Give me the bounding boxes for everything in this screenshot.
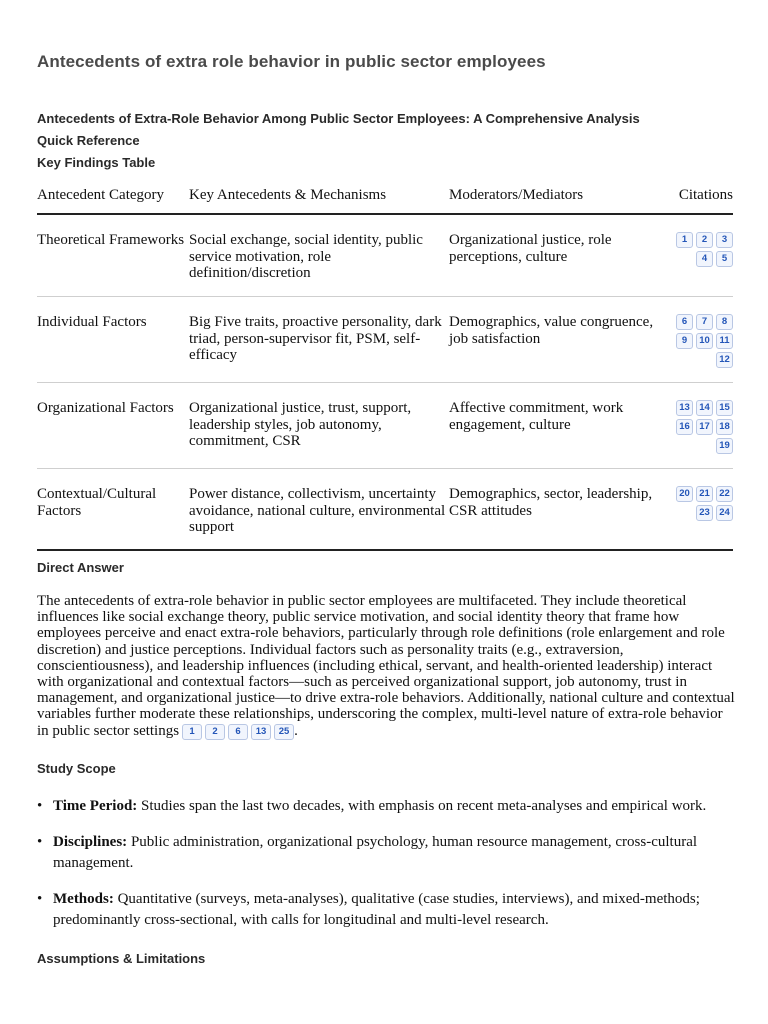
report-title: Antecedents of Extra-Role Behavior Among Public Sector Employees: A Comprehensive Analysis — [37, 111, 640, 126]
column-header: Key Antecedents & Mechanisms — [189, 184, 449, 214]
bullet-icon: • — [37, 891, 43, 907]
citations-cell — [669, 214, 733, 297]
assumptions-heading: Assumptions & Limitations — [37, 951, 206, 966]
citation-link[interactable]: 22 — [716, 486, 733, 502]
category-cell: Organizational Factors — [37, 383, 189, 469]
citation-link[interactable]: 7 — [696, 314, 713, 330]
citation-link[interactable]: 14 — [696, 400, 713, 416]
moderators-cell: Organizational justice, role perceptions, culture — [449, 214, 669, 297]
citation-link[interactable]: 20 — [676, 486, 693, 502]
citation-link[interactable]: 9 — [676, 333, 693, 349]
bullet-icon: • — [37, 834, 43, 850]
category-cell: Individual Factors — [37, 297, 189, 383]
citation-link[interactable]: 25 — [274, 724, 294, 740]
table-row — [37, 214, 733, 297]
bullet-icon: • — [37, 798, 43, 814]
antecedents-cell: Social exchange, social identity, public service motivation, role definition/discretion — [189, 214, 449, 297]
citation-link[interactable]: 16 — [676, 419, 693, 435]
citation-link[interactable]: 11 — [716, 333, 733, 349]
direct-answer-heading: Direct Answer — [37, 560, 124, 575]
table-row — [37, 297, 733, 383]
citation-link[interactable]: 6 — [676, 314, 693, 330]
citation-link[interactable]: 19 — [716, 438, 733, 454]
table-row — [37, 383, 733, 469]
citation-link[interactable]: 5 — [716, 251, 733, 267]
quick-reference-heading: Quick Reference — [37, 133, 140, 148]
item-label: Time Period: — [53, 798, 138, 814]
citation-link[interactable]: 18 — [716, 419, 733, 435]
page-title: Antecedents of extra role behavior in public sector employees — [37, 52, 546, 71]
column-header: Antecedent Category — [37, 184, 189, 214]
moderators-cell: Demographics, value congruence, job satisfaction — [449, 297, 669, 383]
table-header-row — [37, 184, 733, 214]
citation-link[interactable]: 10 — [696, 333, 713, 349]
key-findings-table — [37, 184, 733, 551]
citation-link[interactable]: 17 — [696, 419, 713, 435]
citation-link[interactable]: 3 — [716, 232, 733, 248]
antecedents-cell: Big Five traits, proactive personality, dark triad, person-supervisor fit, PSM, self-efficacy — [189, 297, 449, 383]
citation-link[interactable]: 2 — [205, 724, 225, 740]
citation-link[interactable]: 24 — [716, 505, 733, 521]
citation-link[interactable]: 15 — [716, 400, 733, 416]
citation-link[interactable]: 6 — [228, 724, 248, 740]
category-cell: Contextual/Cultural Factors — [37, 469, 189, 551]
citation-link[interactable]: 1 — [182, 724, 202, 740]
study-scope-heading: Study Scope — [37, 761, 116, 776]
list-item — [37, 889, 737, 931]
sentence-end: . — [294, 722, 298, 739]
citations-cell — [669, 383, 733, 469]
item-label: Disciplines: — [53, 834, 128, 850]
item-label: Methods: — [53, 891, 114, 907]
citations-cell — [669, 469, 733, 551]
citation-link[interactable]: 23 — [696, 505, 713, 521]
list-item — [37, 832, 737, 874]
moderators-cell: Affective commitment, work engagement, culture — [449, 383, 669, 469]
item-text: Quantitative (surveys, meta-analyses), qualitative (case studies, interviews), and mixed-methods; predominantly cross-sectional, with calls for longitudinal and multi-level research. — [53, 891, 700, 928]
direct-answer-text: The antecedents of extra-role behavior in public sector employees are multifaceted. They include theoretical influences like social exchange theory, public service motivation, and social identity theory that frame how employees perceive and enact extra-role behaviors, particularly through role definitions (role enlargement and role discretion) and justice perceptions. Individual factors such as personality traits (e.g., extraversion, conscientiousness), and leadership influences (including ethical, servant, and health-oriented leadership) interact with organizational and contextual factors—such as perceived organizational support, job autonomy, trust in management, and organizational justice—to drive extra-role behaviors. Additionally, national culture and contextual variables further moderate these relationships, underscoring the complex, multi-level nature of extra-role behavior in public sector settings — [37, 593, 735, 739]
item-text: Studies span the last two decades, with emphasis on recent meta-analyses and empirical work. — [137, 798, 707, 814]
antecedents-cell: Power distance, collectivism, uncertainty avoidance, national culture, environmental support — [189, 469, 449, 551]
direct-answer-paragraph — [37, 593, 737, 740]
key-findings-heading: Key Findings Table — [37, 155, 156, 170]
column-header: Citations — [669, 184, 733, 214]
study-scope-list — [37, 796, 737, 946]
citation-link[interactable]: 4 — [696, 251, 713, 267]
list-item — [37, 796, 737, 817]
item-text: Public administration, organizational psychology, human resource management, cross-cultural management. — [53, 834, 698, 871]
citation-link[interactable]: 8 — [716, 314, 733, 330]
citations-cell — [669, 297, 733, 383]
citation-link[interactable]: 12 — [716, 352, 733, 368]
citation-link[interactable]: 21 — [696, 486, 713, 502]
moderators-cell: Demographics, sector, leadership, CSR attitudes — [449, 469, 669, 551]
citation-link[interactable]: 2 — [696, 232, 713, 248]
table-row — [37, 469, 733, 551]
column-header: Moderators/Mediators — [449, 184, 669, 214]
antecedents-cell: Organizational justice, trust, support, leadership styles, job autonomy, commitment, CSR — [189, 383, 449, 469]
citation-link[interactable]: 13 — [251, 724, 271, 740]
citation-link[interactable]: 1 — [676, 232, 693, 248]
citation-link[interactable]: 13 — [676, 400, 693, 416]
category-cell: Theoretical Frameworks — [37, 214, 189, 297]
